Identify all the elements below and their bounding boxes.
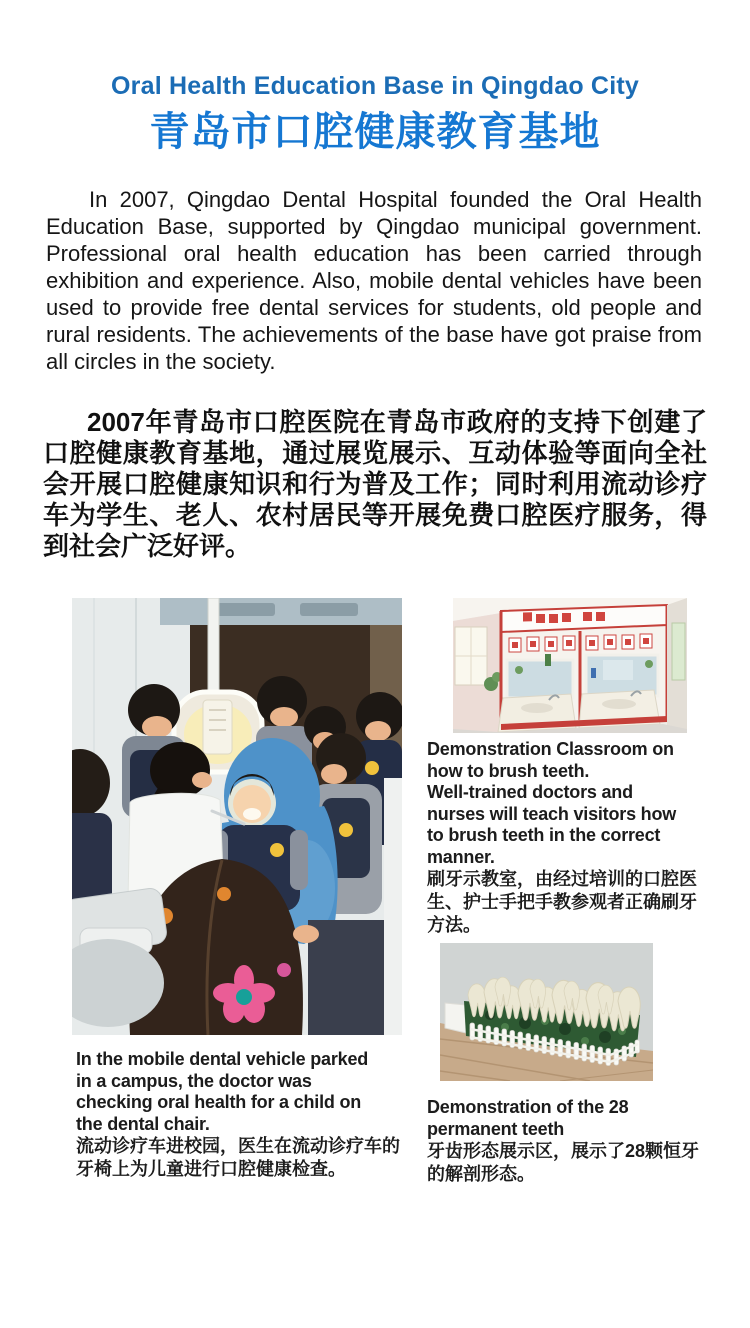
page-title-chinese: 青岛市口腔健康教育基地 (149, 110, 601, 154)
caption-line: In the mobile dental vehicle parked (76, 1049, 369, 1069)
intro-paragraph-english: In 2007, Qingdao Dental Hospital founded the Oral Health Education Base, supported by Qingdao municipal government. Professional oral health education has been carried through exhibition and experience. Also, mobile dental vehicles have been used to provide free dental services for students, old people and rural residents. The achievements of the base have got praise from all circles in the society. (46, 187, 702, 374)
caption-line: how to brush teeth. (427, 760, 590, 781)
photo-demonstration-classroom (453, 598, 687, 733)
page-title-english: Oral Health Education Base in Qingdao City (111, 72, 639, 100)
caption-line: 生、护士手把手教参观者正确刷牙 (427, 892, 697, 912)
teeth-models-image (440, 943, 653, 1081)
demonstration-classroom-image (453, 598, 687, 733)
caption-classroom (427, 739, 713, 937)
caption-teeth-models (427, 1097, 713, 1186)
caption-line: nurses will teach visitors how (427, 803, 677, 824)
caption-mobile-dental-vehicle (76, 1049, 416, 1181)
photo-teeth-models (440, 943, 653, 1081)
intro-paragraph-chinese: 2007年青岛市口腔医院在青岛市政府的支持下创建了口腔健康教育基地，通过展览展示、互动体验等面向全社会开展口腔健康知识和行为普及工作；同时利用流动诊疗车为学生、老人、农村居民等开展免费口腔医疗服务，得到社会广泛好评。 (43, 407, 707, 561)
caption-line: 的解剖形态。 (427, 1164, 535, 1184)
caption-line: checking oral health for a child on (76, 1092, 362, 1112)
caption-line: in a campus, the doctor was (76, 1070, 312, 1091)
caption-line: permanent teeth (427, 1118, 565, 1139)
caption-line: to brush teeth in the correct (427, 825, 661, 845)
photo-mobile-dental-vehicle (72, 598, 402, 1035)
caption-line: 方法。 (427, 915, 481, 935)
caption-line: 流动诊疗车进校园，医生在流动诊疗车的 (76, 1136, 400, 1156)
caption-line: the dental chair. (76, 1113, 210, 1134)
caption-line: Demonstration of the 28 (427, 1097, 629, 1117)
caption-line: manner. (427, 846, 495, 867)
caption-line: 牙齿形态展示区，展示了28颗恒牙 (427, 1141, 700, 1161)
caption-line: Well-trained doctors and (427, 782, 633, 802)
caption-line: Demonstration Classroom on (427, 739, 674, 759)
caption-line: 刷牙示教室，由经过培训的口腔医 (427, 869, 697, 889)
caption-line: 牙椅上为儿童进行口腔健康检查。 (76, 1159, 346, 1179)
mobile-dental-vehicle-image (72, 598, 402, 1035)
